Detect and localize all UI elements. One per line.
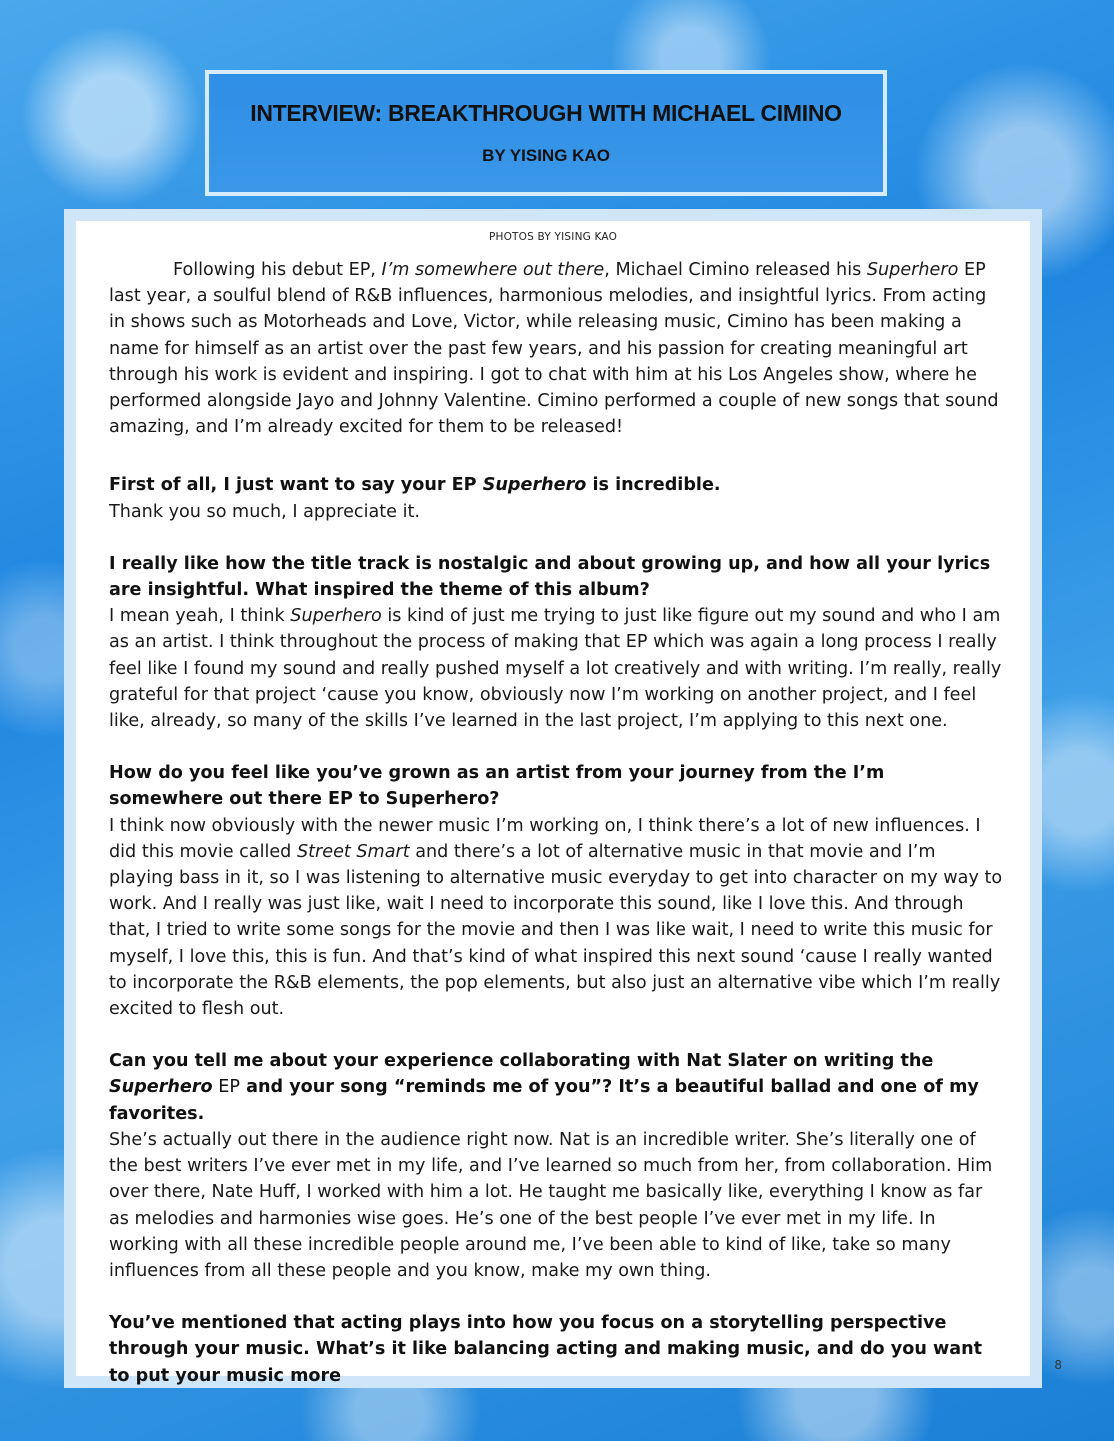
question-2: I really like how the title track is nostalgic and about growing up, and how all your lyrics are insightful. What inspired the theme of this album? xyxy=(109,553,991,601)
paragraph-gap xyxy=(109,1022,1004,1048)
answer-1: Thank you so much, I appreciate it. xyxy=(109,501,420,522)
question-3: How do you feel like you’ve grown as an artist from your journey from the I’m somewhere out there EP to Superhero? xyxy=(109,763,885,810)
paragraph-gap xyxy=(109,525,1004,551)
question-4: Can you tell me about your experience collaborating with Nat Slater on writing the Superhero EP and your song “reminds me of you”? It’s a beautiful ballad and one of my favorites. xyxy=(109,1051,979,1124)
question-1: First of all, I just want to say your EP Superhero is incredible. xyxy=(109,475,721,496)
intro-text: EP last year, a soulful blend of R&B influences, harmonious melodies, and insightful lyrics. From acting in shows such as Motorheads and Love, Victor, while releasing music, Cimino has been making a name for himself as an artist over the past few years, and his passion for creating meaningful art through his work is evident and inspiring. I got to chat with him at his Los Angeles show, where he performed alongside Jayo and Johnny Valentine. Cimino performed a couple of new songs that sound amazing, and I’m already excited for them to be released! xyxy=(109,260,999,438)
intro-paragraph xyxy=(109,257,1004,440)
intro-text: Following his debut EP, xyxy=(173,260,382,280)
question-5: You’ve mentioned that acting plays into how you focus on a storytelling perspective through your music. What’s it like balancing acting and making music, and do you want to put your music more xyxy=(109,1313,983,1386)
paragraph-gap xyxy=(109,440,1004,466)
article-title-box xyxy=(205,70,887,196)
intro-ep-title: I’m somewhere out there xyxy=(381,260,605,280)
paragraph-gap xyxy=(109,734,1004,760)
content-frame xyxy=(64,209,1042,1388)
intro-ep-title: Superhero xyxy=(866,260,959,280)
answer-4: She’s actually out there in the audience right now. Nat is an incredible writer. She’s literally one of the best writers I’ve ever met in my life, and I’ve learned so much from her, from collaboration. Him over there, Nate Huff, I worked with him a lot. He taught me basically like, everything I know as far as melodies and harmonies wise goes. He’s one of the best people I’ve ever met in my life. In working with all these incredible people around me, I’ve been able to kind of like, take so many influences from all these people and you know, make my own thing. xyxy=(109,1129,993,1281)
photo-credit: PHOTOS BY YISING KAO xyxy=(488,231,618,243)
article-byline: BY YISING KAO xyxy=(482,146,610,165)
paragraph-gap xyxy=(109,1284,1004,1310)
page-number: 8 xyxy=(1054,1358,1062,1372)
article-body xyxy=(109,257,1004,1389)
intro-text: , Michael Cimino released his xyxy=(604,260,867,280)
article-title: INTERVIEW: BREAKTHROUGH WITH MICHAEL CIMINO xyxy=(250,100,842,126)
answer-3: I think now obviously with the newer music I’m working on, I think there’s a lot of new influences. I did this movie called Street Smart and there’s a lot of alternative music in that movie and I’m playing bass in it, so I was listening to alternative music everyday to get into character on my way to work. And I really was just like, wait I need to incorporate this sound, like I love this. And through that, I tried to write some songs for the movie and then I was like wait, I need to write this music for myself, I love this, this is fun. And that’s kind of what inspired this next sound ‘cause I really wanted to incorporate the R&B elements, the pop elements, but also just an alternative vibe which I’m really excited to flesh out. xyxy=(109,815,1003,1020)
answer-2: I mean yeah, I think Superhero is kind of just me trying to just like figure out my sound and who I am as an artist. I think throughout the process of making that EP which was again a long process I really feel like I found my sound and really pushed myself a lot creatively and with writing. I’m really, really grateful for that project ‘cause you know, obviously now I’m working on another project, and I feel like, already, so many of the skills I’ve learned in the last project, I’m applying to this next one. xyxy=(109,606,1002,732)
content-card xyxy=(76,221,1030,1386)
